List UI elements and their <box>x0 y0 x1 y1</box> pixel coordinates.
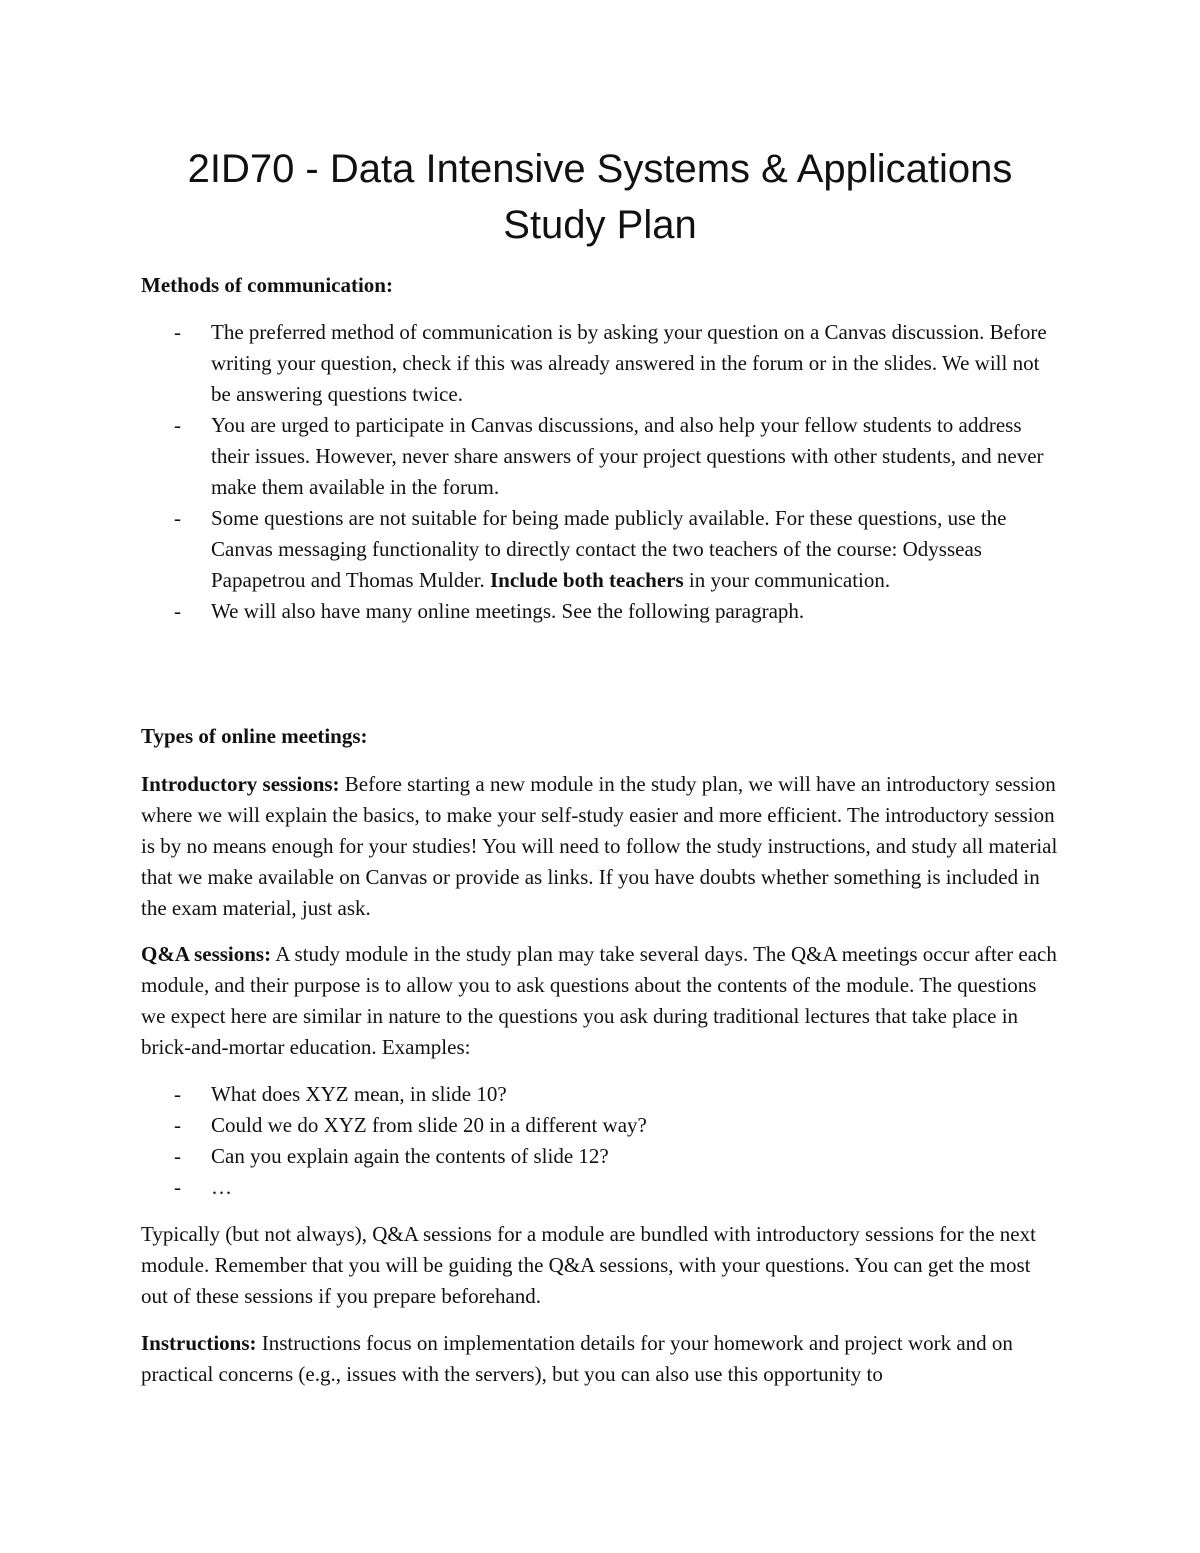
qa-sessions-text <box>141 939 1061 1063</box>
qa-examples-container <box>141 1079 1061 1203</box>
dash-bullet: - <box>174 320 181 344</box>
qa-example-text: Could we do XYZ from slide 20 in a different way? <box>211 1113 647 1137</box>
document-subtitle: Study Plan <box>503 203 697 247</box>
meetings-heading: Types of online meetings: <box>141 724 368 748</box>
qa-example-text: What does XYZ mean, in slide 10? <box>211 1082 507 1106</box>
communication-section <box>141 270 1061 301</box>
dash-bullet: - <box>174 413 181 437</box>
qa-sessions-label: Q&A sessions: <box>141 942 272 966</box>
instructions-paragraph <box>141 1328 1061 1390</box>
document-title: 2ID70 - Data Intensive Systems & Applications <box>187 147 1013 191</box>
communication-list <box>141 317 1061 627</box>
instructions-body: Instructions focus on implementation details for your homework and project work and on practical concerns (e.g., issues with the servers), but you can also use this opportunity to <box>141 1331 1013 1386</box>
intro-sessions-text <box>141 769 1061 924</box>
qa-example-item <box>141 1110 1061 1141</box>
qa-note-paragraph <box>141 1219 1061 1312</box>
instructions-label: Instructions: <box>141 1331 257 1355</box>
dash-bullet: - <box>174 1144 181 1168</box>
dash-bullet: - <box>174 1113 181 1137</box>
communication-item-emphasis: Include both teachers <box>489 568 684 592</box>
communication-item-text-start: Some questions are not suitable for being made publicly available. For these questions, use the Canvas messaging functionality to directly contact the two teachers of the course: Odysseas Papapetrou and Thomas Mulder. <box>211 506 1007 592</box>
meetings-heading-container <box>141 721 1061 752</box>
dash-bullet: - <box>174 599 181 623</box>
intro-sessions-label: Introductory sessions: <box>141 772 340 796</box>
dash-bullet: - <box>174 506 181 530</box>
qa-example-text: … <box>211 1175 232 1199</box>
qa-example-item <box>141 1079 1061 1110</box>
qa-examples-list <box>141 1079 1061 1203</box>
communication-item <box>141 503 1061 596</box>
qa-example-item <box>141 1141 1061 1172</box>
instructions-text <box>141 1328 1061 1390</box>
communication-list-container <box>141 317 1061 627</box>
communication-item-text: You are urged to participate in Canvas discussions, and also help your fellow students to address their issues. However, never share answers of your project questions with other students, and never make them available in the forum. <box>211 413 1044 499</box>
communication-heading: Methods of communication: <box>141 273 393 297</box>
qa-example-text: Can you explain again the contents of slide 12? <box>211 1144 609 1168</box>
communication-item-text-end: in your communication. <box>683 568 891 592</box>
communication-item <box>141 596 1061 627</box>
qa-sessions-paragraph <box>141 939 1061 1063</box>
communication-item <box>141 410 1061 503</box>
communication-item <box>141 317 1061 410</box>
qa-note-text: Typically (but not always), Q&A sessions for a module are bundled with introductory sessions for the next module. Remember that you will be guiding the Q&A sessions, with your questions. You can get the most out of these sessions if you prepare beforehand. <box>141 1222 1036 1308</box>
intro-sessions-paragraph <box>141 769 1061 924</box>
dash-bullet: - <box>174 1175 181 1199</box>
communication-item-text: The preferred method of communication is by asking your question on a Canvas discussion. Before writing your question, check if this was already answered in the forum or in the slides. We will not be answering questions twice. <box>211 320 1047 406</box>
communication-item-text: We will also have many online meetings. See the following paragraph. <box>211 599 805 623</box>
dash-bullet: - <box>174 1082 181 1106</box>
intro-sessions-body: Before starting a new module in the study plan, we will have an introductory session where we will explain the basics, to make your self-study easier and more efficient. The introductory session is by no means enough for your studies! You will need to follow the study instructions, and study all material that we make available on Canvas or provide as links. If you have doubts whether something is included in the exam material, just ask. <box>141 772 1058 920</box>
qa-example-item <box>141 1172 1061 1203</box>
qa-sessions-body: A study module in the study plan may take several days. The Q&A meetings occur after each module, and their purpose is to allow you to ask questions about the contents of the module. The questions we expect here are similar in nature to the questions you ask during traditional lectures that take place in brick-and-mortar education. Examples: <box>141 942 1057 1059</box>
